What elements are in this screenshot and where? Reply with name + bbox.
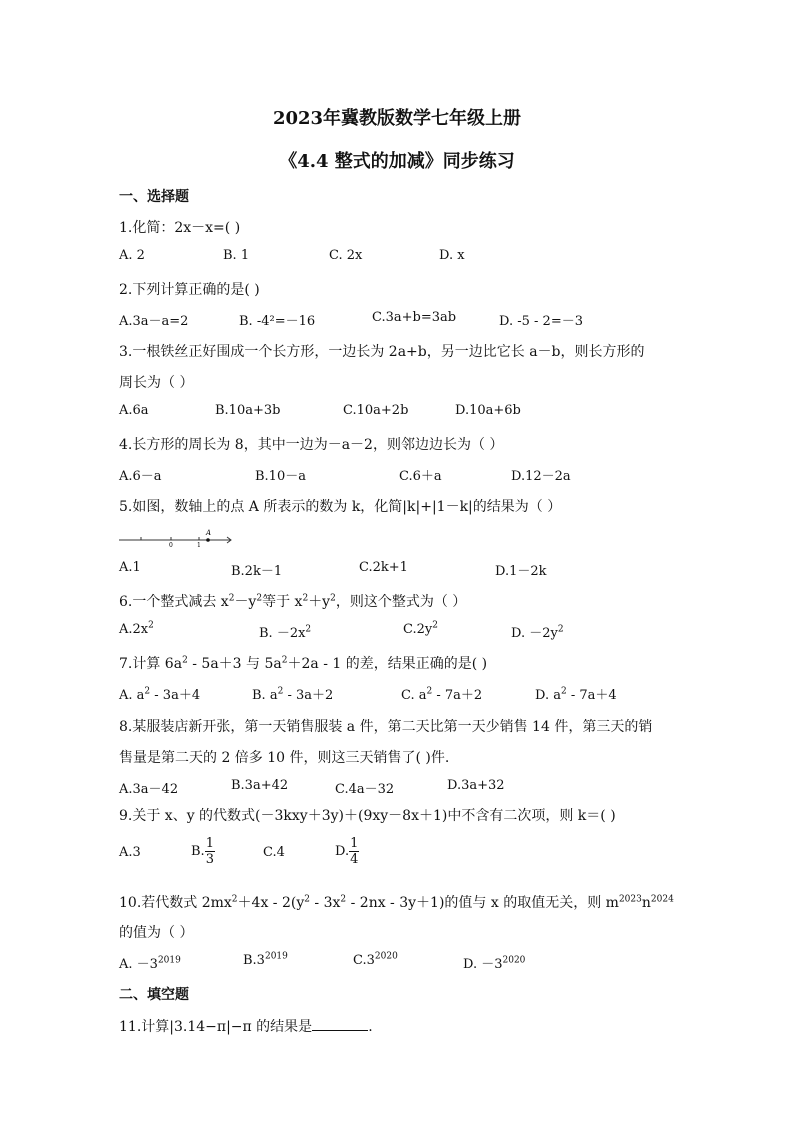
question-10-option-a: A. $-3^{2019}$ (119, 955, 181, 972)
number-line-label-zero: 0 (169, 542, 173, 548)
question-3-option-a: A.6a (119, 403, 149, 418)
question-5-option-b: B.2k－1 (231, 564, 283, 579)
question-4-stem: 4.长方形的周长为 8，其中一边为－a－2，则邻边边长为（ ） (119, 437, 504, 453)
question-3-option-d: D.10a+6b (455, 403, 521, 418)
question-6-option-b: B. $-2x^2$ (259, 624, 312, 641)
question-5-option-a: A.1 (119, 560, 141, 575)
question-7-option-b: B. $a^2 - 3a+2$ (252, 686, 334, 703)
question-5-stem: 5.如图，数轴上的点 A 所表示的数为 k，化简|k|+|1－k|的结果为（ ） (119, 499, 562, 515)
question-9-option-c: C.4 (263, 845, 285, 860)
question-2-option-c: C.3a+b=3ab (372, 310, 457, 325)
question-5-option-c: C.2k+1 (359, 560, 408, 575)
question-8-stem-line1: 8.某服装店新开张，第一天销售服装 a 件，第二天比第一天少销售 14 件，第三天的销 (119, 719, 653, 735)
question-4-option-c: C.6＋a (399, 469, 442, 484)
question-8-option-b: B.3a+42 (231, 778, 289, 793)
question-2-option-d: D. -5 - 2=－3 (499, 314, 583, 329)
fraction-one-third: $\frac{1}{3}$ (205, 836, 214, 867)
question-4-option-a: A.6－a (119, 469, 162, 484)
question-8-option-d: D.3a+32 (447, 778, 505, 793)
question-9-option-a: A.3 (119, 845, 141, 860)
question-7-option-c: C. $a^2 - 7a+2$ (401, 686, 483, 703)
question-2-option-b: B. -4²=－16 (239, 314, 316, 329)
question-9-stem: 9.关于 x、y 的代数式(－3kxy＋3y)＋(9xy－8x＋1)中不含有二次项，则 k＝( ) (119, 808, 616, 824)
question-6-stem: 6.一个整式减去 $x^2-y^2$等于 $x^2+y^2$，则这个整式为（ ） (119, 593, 467, 610)
question-10-option-b: $B.3^{2019}$ (243, 951, 288, 968)
section-heading-fill: 二、填空题 (119, 987, 189, 1003)
question-8-stem-line2: 售量是第二天的 2 倍多 10 件，则这三天销售了( )件. (119, 750, 450, 766)
question-7-option-a: A. $a^2 - 3a+4$ (119, 686, 201, 703)
question-10-option-c: $C.3^{2020}$ (353, 951, 398, 968)
question-4-option-d: D.12－2a (511, 469, 571, 484)
question-3-option-c: C.10a+2b (343, 403, 409, 418)
question-1-stem: 1.化简：2x－x=( ) (119, 220, 241, 236)
question-1-option-d: D. x (439, 248, 465, 263)
question-8-option-a: A.3a－42 (119, 782, 179, 797)
question-10-stem-line2: 的值为（ ） (119, 925, 194, 941)
question-9-option-d: D. $\frac{1}{4}$ (335, 836, 359, 867)
worksheet-title: 2023年冀教版数学七年级上册 (272, 108, 522, 129)
question-8-option-c: C.4a－32 (335, 782, 395, 797)
answer-blank[interactable] (312, 1018, 368, 1031)
question-1-option-c: C. 2x (329, 248, 363, 263)
fraction-one-fourth: $\frac{1}{4}$ (350, 836, 359, 867)
question-3-stem-line2: 周长为（ ） (119, 375, 194, 391)
question-10-option-d: D. $-3^{2020}$ (463, 955, 526, 972)
question-2-stem: 2.下列计算正确的是( ) (119, 282, 260, 298)
worksheet-subtitle: 《4.4 整式的加减》同步练习 (279, 151, 515, 172)
question-1-option-a: A. 2 (119, 248, 145, 263)
question-6-option-d: D. $-2y^2$ (511, 624, 564, 641)
question-7-stem: 7.计算 $6a^2 - 5a+3$ 与 $5a^2+2a - 1$ 的差，结果正确的是( ) (119, 655, 488, 672)
question-2-option-a: A.3a－a=2 (119, 314, 189, 329)
section-heading-choice: 一、选择题 (119, 189, 189, 205)
question-9-option-b: B. $\frac{1}{3}$ (191, 836, 214, 867)
number-line-point-a (206, 538, 210, 542)
question-7-option-d: D. $a^2 - 7a+4$ (535, 686, 617, 703)
question-6-option-a: $A.2x^2$ (119, 620, 154, 637)
question-5-option-d: D.1－2k (495, 564, 547, 579)
question-1-option-b: B. 1 (223, 248, 250, 263)
question-10-stem-line1: 10.若代数式 $2mx^2+4x - 2(y^2 - 3x^2 - 2nx - 3y+1)$的值与 x 的取值无关，则 $m^{2023}n^{2024}$ (119, 894, 674, 911)
number-line-point-label: A (206, 529, 212, 537)
question-3-stem-line1: 3.一根铁丝正好围成一个长方形，一边长为 2a+b，另一边比它长 a－b，则长方形的 (119, 344, 645, 360)
number-line-label-one: 1 (197, 542, 201, 548)
question-3-option-b: B.10a+3b (215, 403, 281, 418)
number-line-figure (119, 526, 235, 548)
question-4-option-b: B.10－a (255, 469, 306, 484)
question-11-stem: 11.计算|3.14−π|−π 的结果是 . (119, 1019, 373, 1035)
question-6-option-c: $C.2y^2$ (403, 620, 438, 637)
